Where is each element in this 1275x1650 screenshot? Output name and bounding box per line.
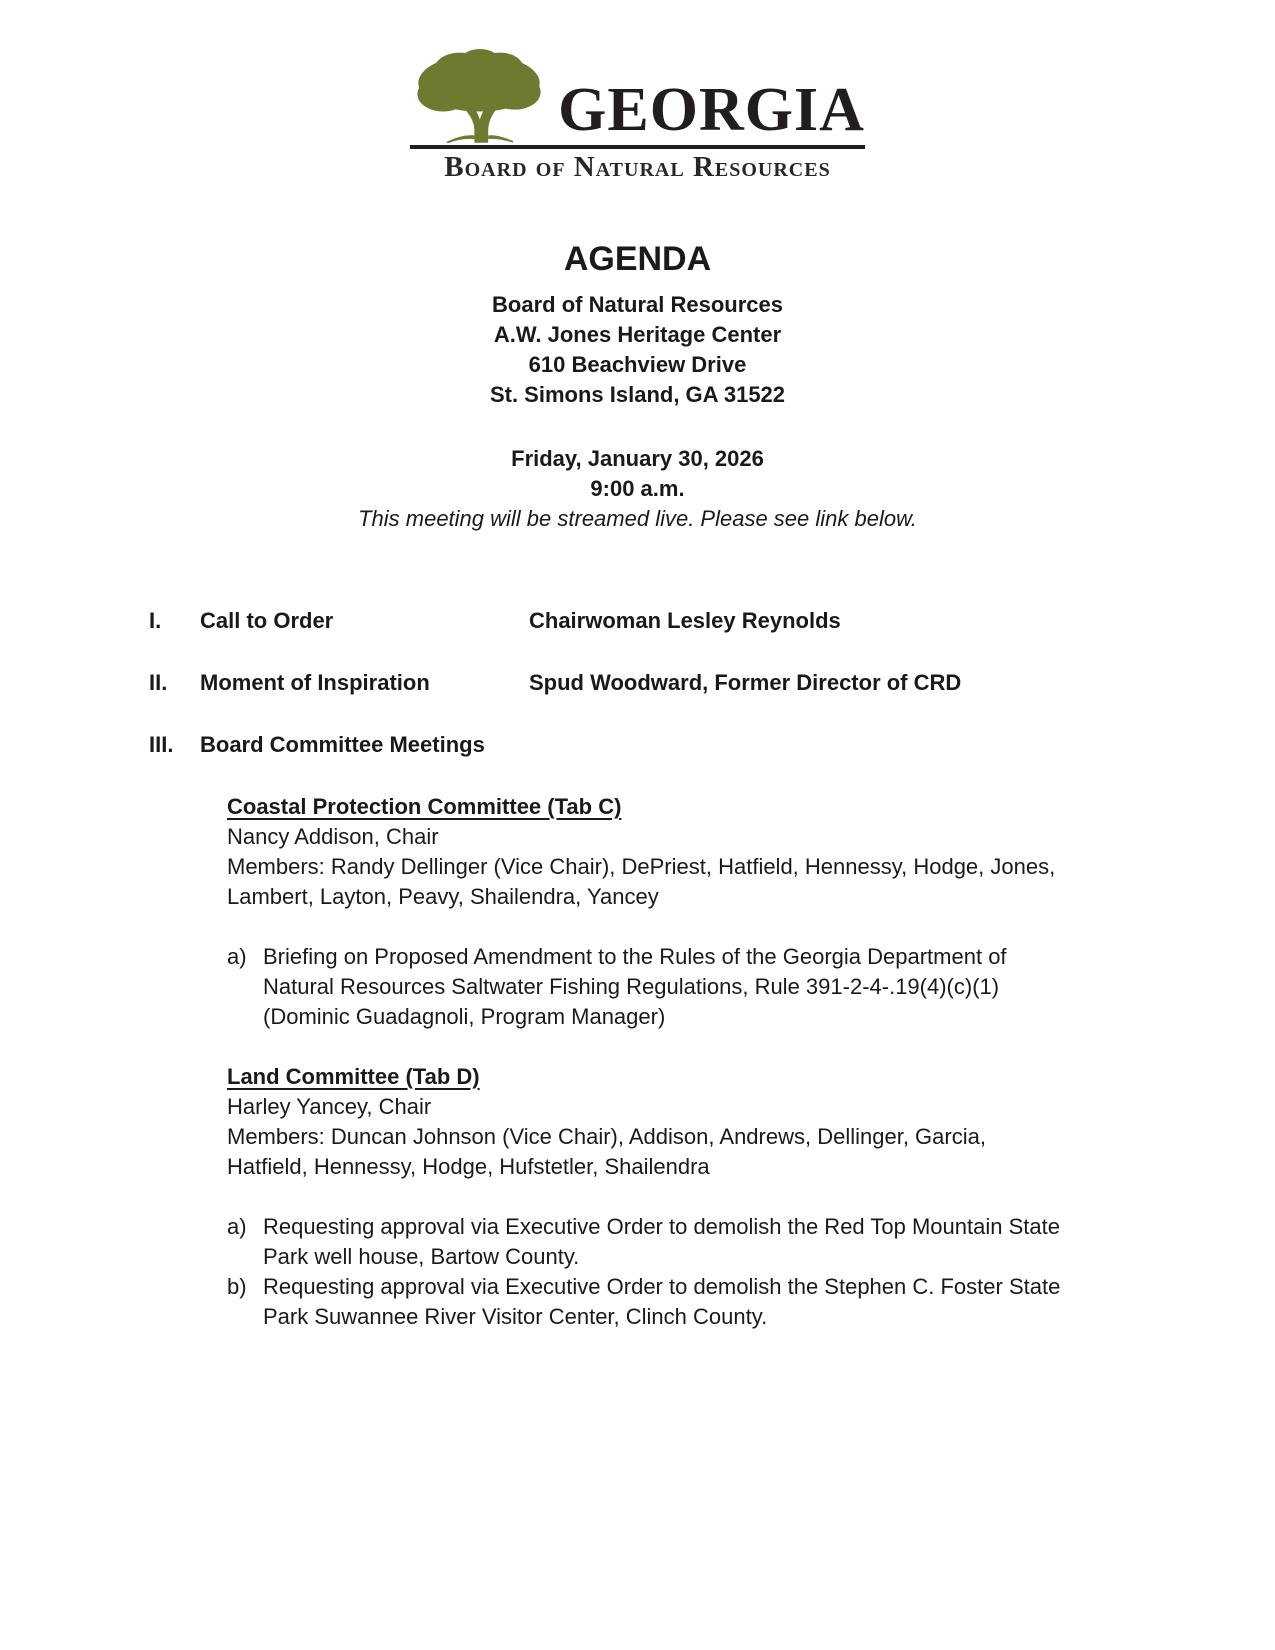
committee-name: Coastal Protection Committee (Tab C)	[227, 794, 622, 819]
street-line: 610 Beachview Drive	[528, 352, 747, 377]
committee-coastal-protection	[227, 792, 1127, 1032]
address-block	[0, 290, 1275, 410]
subitem-text: Requesting approval via Executive Order to demolish the Stephen C. Foster State Park Suwannee River Visitor Center, Clinch County.	[263, 1274, 1061, 1329]
city-line: St. Simons Island, GA 31522	[489, 382, 786, 407]
oak-tree-icon	[410, 46, 548, 143]
agenda-item-board-committee-meetings	[149, 730, 1235, 760]
committee-members: Members: Randy Dellinger (Vice Chair), DePriest, Hatfield, Hennessy, Hodge, Jones, Lambert, Layton, Peavy, Shailendra, Yancey	[227, 854, 1056, 909]
subitem-demolish-red-top-mountain	[227, 1212, 1083, 1272]
committee-name: Land Committee (Tab D)	[227, 1064, 480, 1089]
committee-subitems	[227, 1212, 1127, 1332]
subitem-demolish-stephen-c-foster	[227, 1272, 1083, 1332]
date-line: Friday, January 30, 2026	[511, 446, 764, 471]
logo-wordmark: GEORGIA	[558, 76, 865, 144]
item-title: Call to Order	[200, 608, 334, 633]
time-line: 9:00 a.m.	[590, 476, 685, 501]
item-numeral: III.	[149, 732, 174, 757]
committee-chair: Nancy Addison, Chair	[227, 824, 439, 849]
subitem-text: Requesting approval via Executive Order to demolish the Red Top Mountain State Park well house, Bartow County.	[263, 1214, 1060, 1269]
item-title: Moment of Inspiration	[200, 670, 430, 695]
item-numeral: II.	[149, 670, 168, 695]
subitem-text: Briefing on Proposed Amendment to the Rules of the Georgia Department of Natural Resources Saltwater Fishing Regulations, Rule 391-2-4-.19(4)(c)(1) (Dominic Guadagnoli, Program Manager)	[263, 944, 1007, 1029]
item-presenter: Chairwoman Lesley Reynolds	[529, 608, 841, 633]
committee-land	[227, 1062, 1127, 1332]
agenda-item-moment-of-inspiration	[149, 668, 1235, 698]
item-presenter	[529, 730, 1235, 760]
logo-top-row	[410, 46, 865, 143]
agenda-items	[0, 606, 1275, 760]
streaming-note: This meeting will be streamed live. Please see link below.	[358, 506, 917, 531]
page-title: AGENDA	[563, 240, 712, 278]
subitem-marker: a)	[227, 1214, 247, 1239]
subitem-briefing-saltwater-fishing	[227, 942, 1083, 1032]
item-presenter: Spud Woodward, Former Director of CRD	[529, 670, 962, 695]
logo-divider	[410, 145, 865, 149]
logo-subtitle: Board of Natural Resources	[444, 151, 831, 183]
org-line: Board of Natural Resources	[492, 292, 783, 317]
agenda-item-call-to-order	[149, 606, 1235, 636]
committee-members: Members: Duncan Johnson (Vice Chair), Addison, Andrews, Dellinger, Garcia, Hatfield, Hennessy, Hodge, Hufstetler, Shailendra	[227, 1124, 986, 1179]
org-logo	[410, 46, 865, 184]
committee-subitems	[227, 942, 1127, 1032]
subitem-marker: b)	[227, 1274, 247, 1299]
venue-line: A.W. Jones Heritage Center	[493, 322, 782, 347]
datetime-block	[0, 444, 1275, 534]
committee-chair: Harley Yancey, Chair	[227, 1094, 432, 1119]
item-title: Board Committee Meetings	[200, 732, 485, 757]
item-numeral: I.	[149, 608, 162, 633]
subitem-marker: a)	[227, 944, 247, 969]
